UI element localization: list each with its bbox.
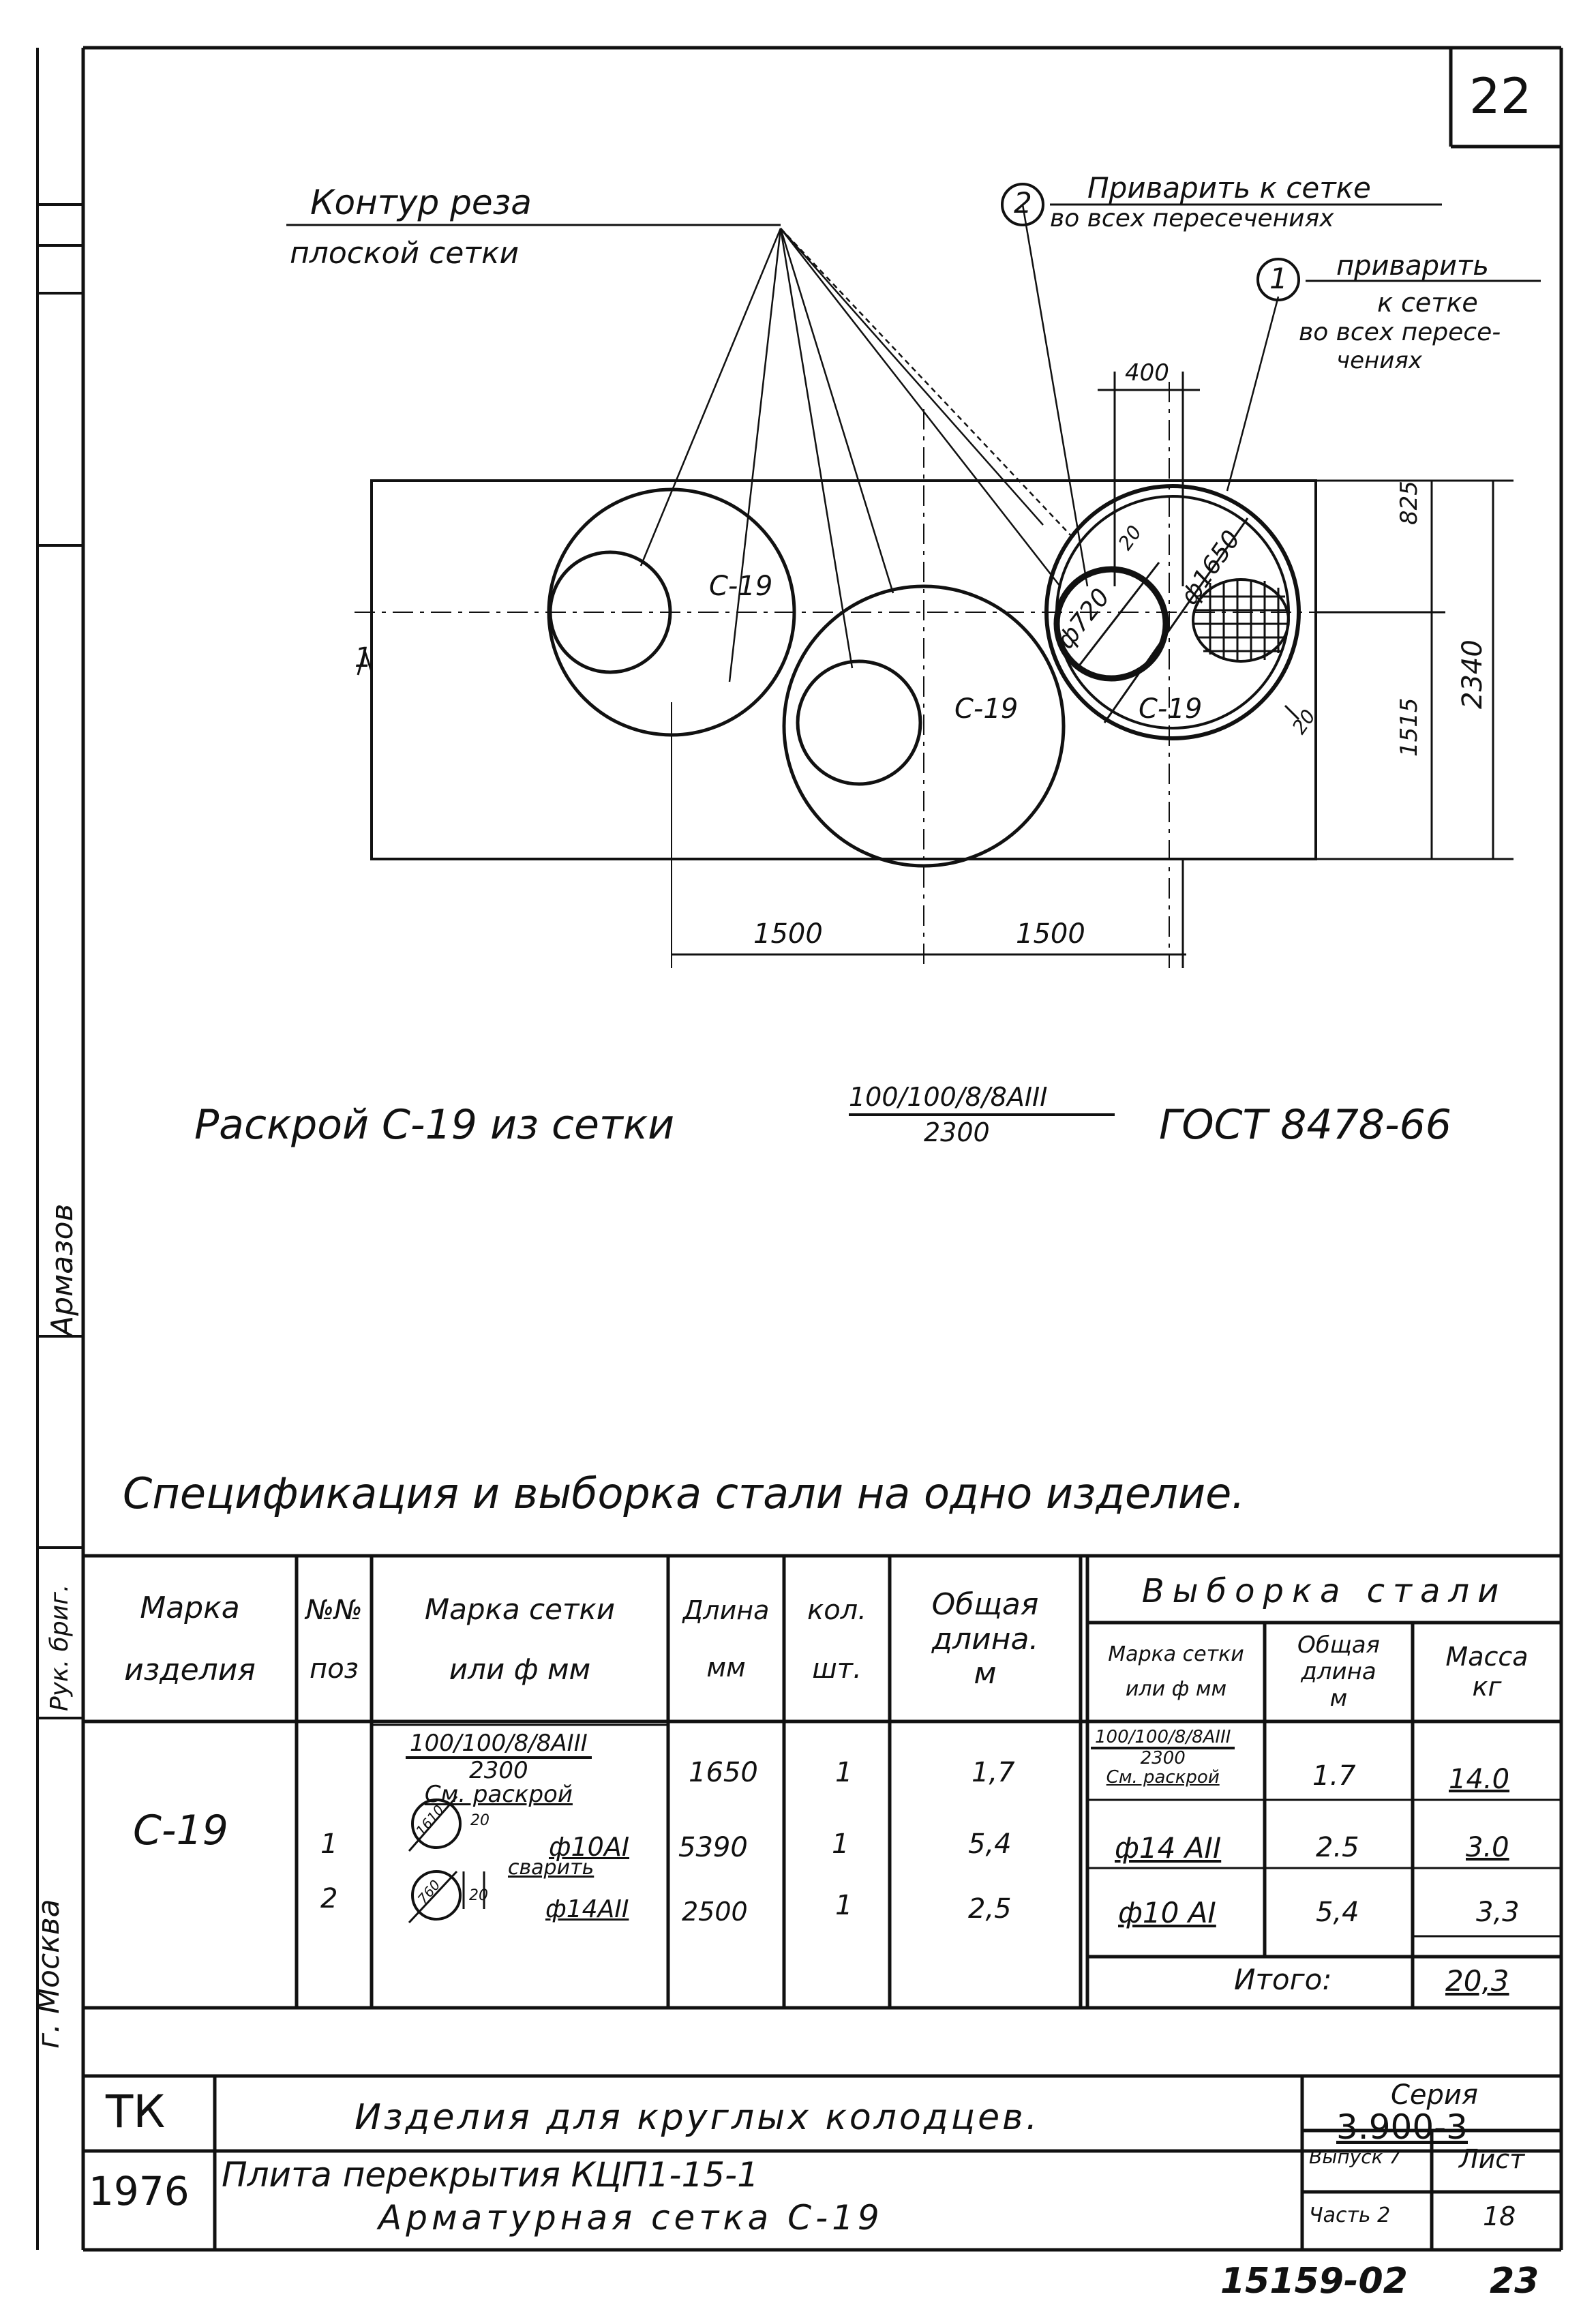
org-stamp: ТК xyxy=(106,2086,166,2138)
header-mark-l2: изделия xyxy=(124,1653,256,1687)
s-row0-mass: 14.0 xyxy=(1449,1764,1510,1795)
s-row1-mesh: ф14 АII xyxy=(1115,1831,1222,1865)
total-label: Итого: xyxy=(1234,1963,1332,1996)
row1-total: 5,4 xyxy=(968,1828,1012,1860)
row1-mesh: ф10АI xyxy=(549,1832,630,1862)
s-row2-mass: 3,3 xyxy=(1476,1897,1520,1928)
header-mesh xyxy=(372,1568,668,1711)
sheet-value: 18 xyxy=(1483,2201,1516,2231)
footer-code: 15159-02 xyxy=(1220,2261,1408,2302)
side-city: г. Москва xyxy=(31,1899,66,2049)
header-s-mass-l2: кг xyxy=(1472,1671,1502,1702)
callout-2-line2: во всех пересечениях xyxy=(1050,205,1334,232)
row0-qty: 1 xyxy=(835,1757,853,1788)
issue-label: Выпуск 7 xyxy=(1309,2146,1402,2168)
row2-total: 2,5 xyxy=(968,1893,1012,1925)
circle-label-2: С-19 xyxy=(954,693,1019,725)
row0-mesh-den: 2300 xyxy=(469,1756,528,1784)
dim-1500-right: 1500 xyxy=(1016,918,1085,950)
header-total-len xyxy=(890,1565,1081,1715)
s-row2-mesh: ф10 АI xyxy=(1118,1896,1216,1929)
side-role: Рук. бриг. xyxy=(46,1584,74,1711)
s-row0-mesh-num: 100/100/8/8АIII xyxy=(1091,1728,1235,1749)
header-s-mesh-l2: или ф мм xyxy=(1125,1676,1227,1701)
callout-2-number: 2 xyxy=(1014,186,1032,220)
s-row0-len: 1.7 xyxy=(1312,1760,1356,1792)
part-label: Часть 2 xyxy=(1309,2203,1391,2227)
header-length-l2: мм xyxy=(706,1653,746,1683)
header-pos-l2: поз xyxy=(310,1653,359,1685)
sketch1-dim: 20 xyxy=(470,1812,490,1829)
header-pos xyxy=(297,1568,372,1711)
header-s-len-l1: Общая xyxy=(1297,1631,1381,1659)
year-stamp: 1976 xyxy=(89,2168,190,2214)
header-qty-l2: шт. xyxy=(812,1653,862,1685)
header-s-len xyxy=(1265,1626,1413,1718)
row1-length: 5390 xyxy=(678,1832,748,1863)
title-sub2: Арматурная сетка С-19 xyxy=(378,2198,884,2238)
row0-mesh-frac xyxy=(406,1732,592,1807)
spec-title: Спецификация и выборка стали на одно изделие. xyxy=(123,1469,1245,1518)
header-length xyxy=(668,1568,784,1711)
dim-20-a: 20 xyxy=(1113,521,1147,554)
callout-1-line1: приварить xyxy=(1336,250,1489,282)
header-mesh-l1: Марка сетки xyxy=(424,1592,616,1626)
row2-length: 2500 xyxy=(682,1897,748,1927)
dim-825: 825 xyxy=(1396,481,1423,525)
header-s-len-l2: длина xyxy=(1301,1657,1376,1685)
header-s-mass xyxy=(1413,1626,1561,1718)
header-total-len-l1: Общая xyxy=(931,1587,1039,1623)
s-row0-mesh-note: См. раскрой xyxy=(1106,1766,1220,1788)
circle-label-3: С-19 xyxy=(1139,693,1203,725)
row2-pos: 2 xyxy=(320,1883,338,1914)
s-row1-len: 2.5 xyxy=(1316,1832,1359,1863)
row0-total: 1,7 xyxy=(972,1757,1015,1788)
caption-standard: ГОСТ 8478-66 xyxy=(1159,1101,1451,1149)
sketch2-dim: 20 xyxy=(469,1887,488,1904)
sketch1-dia: 1610 xyxy=(412,1801,448,1839)
row1-pos: 1 xyxy=(320,1828,338,1860)
circle-label-1: С-19 xyxy=(709,571,773,602)
caption-prefix: Раскрой С-19 из сетки xyxy=(194,1101,675,1149)
title-main: Изделия для круглых колодцев. xyxy=(355,2097,1040,2138)
product-mark: С-19 xyxy=(133,1807,228,1854)
header-pos-l1: №№ xyxy=(305,1595,363,1626)
dia-1650: ф1650 xyxy=(1175,525,1246,610)
header-mark-l1: Марка xyxy=(140,1591,240,1626)
s-row2-len: 5,4 xyxy=(1316,1897,1359,1928)
dim-2340: 2340 xyxy=(1457,639,1488,709)
series-label: Серия xyxy=(1391,2079,1478,2111)
header-mark xyxy=(83,1568,297,1711)
callout-1-line2: к сетке xyxy=(1377,288,1478,318)
callout-1-number: 1 xyxy=(1269,262,1288,295)
side-author: Армазов xyxy=(45,1203,80,1336)
contour-callout-line2: плоской сетки xyxy=(290,236,520,271)
row2-mesh: ф14АII xyxy=(545,1895,629,1923)
header-qty-l1: кол. xyxy=(807,1595,867,1626)
sheet-corner-number: 22 xyxy=(1469,67,1532,125)
row0-mesh-note: См. раскрой xyxy=(424,1781,573,1809)
contour-callout-line1: Контур реза xyxy=(310,183,532,222)
row0-length: 1650 xyxy=(689,1757,758,1788)
header-sample: Выборка стали xyxy=(1141,1572,1507,1611)
callout-1-line3: во всех пересе- xyxy=(1299,318,1501,346)
dim-1515: 1515 xyxy=(1396,697,1423,757)
row2-qty: 1 xyxy=(835,1890,853,1921)
left-mark: 1 xyxy=(355,642,372,674)
header-mesh-l2: или ф мм xyxy=(449,1653,591,1686)
header-s-mesh-l1: Марка сетки xyxy=(1108,1642,1244,1666)
header-total-len-l3: м xyxy=(974,1656,997,1691)
sketch2-dia: 760 xyxy=(414,1876,444,1908)
s-row1-mass: 3.0 xyxy=(1466,1832,1509,1863)
dim-20-b: 20 xyxy=(1287,705,1321,738)
total-value: 20,3 xyxy=(1445,1964,1509,1998)
s-row0-mesh-frac xyxy=(1091,1728,1235,1787)
header-total-len-l2: длина. xyxy=(931,1621,1039,1657)
title-sub1: Плита перекрытия КЦП1-15-1 xyxy=(222,2155,759,2195)
dia-720: ф720 xyxy=(1051,583,1116,654)
row1-qty: 1 xyxy=(832,1828,849,1860)
header-s-mesh xyxy=(1087,1626,1265,1718)
dim-400: 400 xyxy=(1125,359,1169,387)
callout-2-line1: Приварить к сетке xyxy=(1087,171,1371,205)
weld-note: сварить xyxy=(508,1856,594,1880)
s-row0-mesh-den: 2300 xyxy=(1140,1748,1186,1769)
series-value: 3.900-3 xyxy=(1336,2107,1468,2147)
caption-frac-den: 2300 xyxy=(924,1117,990,1147)
caption-frac-num: 100/100/8/8АIII xyxy=(849,1082,1048,1112)
row0-mesh-num: 100/100/8/8АIII xyxy=(406,1732,592,1759)
footer-page: 23 xyxy=(1490,2261,1539,2302)
header-qty xyxy=(784,1568,890,1711)
dim-1500-left: 1500 xyxy=(753,918,823,950)
callout-1-line4: чениях xyxy=(1336,347,1422,374)
sheet-label: Лист xyxy=(1459,2144,1525,2174)
header-s-len-l3: м xyxy=(1329,1685,1348,1713)
header-length-l1: Длина xyxy=(682,1595,770,1626)
header-s-mass-l1: Масса xyxy=(1445,1641,1529,1672)
